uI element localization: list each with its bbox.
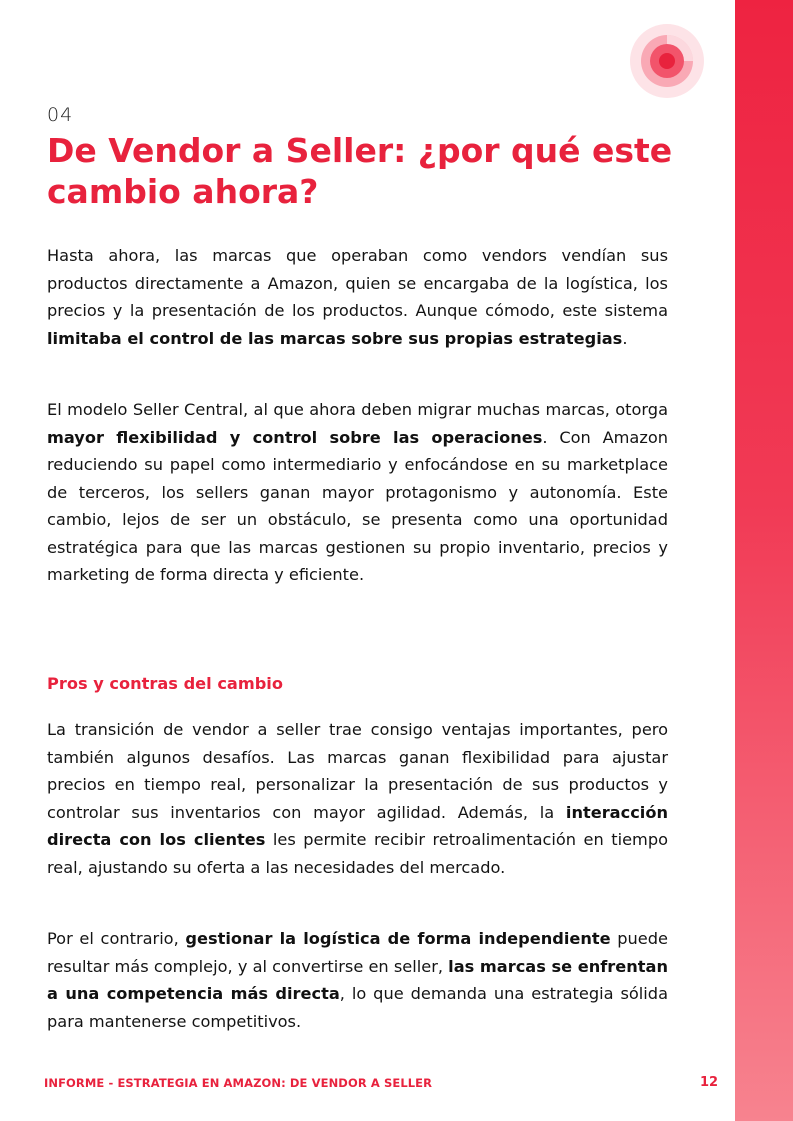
footer-report-title: INFORME - ESTRATEGIA EN AMAZON: DE VENDOR A SELLER — [44, 1076, 433, 1090]
section-number: 04 — [47, 104, 74, 126]
page-title: De Vendor a Seller: ¿por qué este cambio ahora? — [47, 131, 673, 211]
paragraph-1: Hasta ahora, las marcas que operaban como vendors vendían sus productos directamente a Amazon, quien se encargaba de la logística, los precios y la presentación de los productos. Aunque cómodo, este sistema limitaba el control de las marcas sobre sus propias estrategias. — [47, 246, 668, 348]
paragraph-3: La transición de vendor a seller trae consigo ventajas importantes, pero también algunos desafíos. Las marcas ganan flexibilidad para ajustar precios en tiempo real, personalizar la presentación de sus productos y controlar sus inventarios con mayor agilidad. Además, la interacción directa con los clientes les permite recibir retroalimentación en tiempo real, ajustando su oferta a las necesidades del mercado. — [47, 720, 669, 877]
page-number: 12 — [700, 1075, 719, 1090]
decorative-side-bar — [735, 0, 793, 1121]
paragraph-2: El modelo Seller Central, al que ahora deben migrar muchas marcas, otorga mayor flexibilidad y control sobre las operaciones. Con Amazon reduciendo su papel como intermediario y enfocándose en su marketplace de terceros, los sellers ganan mayor protagonismo y autonomía. Este cambio, lejos de ser un obstáculo, se presenta como una oportunidad estratégica para que las marcas gestionen su propio inventario, precios y marketing de forma directa y eficiente. — [47, 400, 669, 584]
subheading: Pros y contras del cambio — [47, 674, 283, 693]
target-logo-icon — [630, 24, 704, 98]
paragraph-4: Por el contrario, gestionar la logística de forma independiente puede resultar más complejo, y al convertirse en seller, las marcas se enfrentan a una competencia más directa, lo que demanda una estrategia sólida para mantenerse competitivos. — [47, 929, 668, 1031]
